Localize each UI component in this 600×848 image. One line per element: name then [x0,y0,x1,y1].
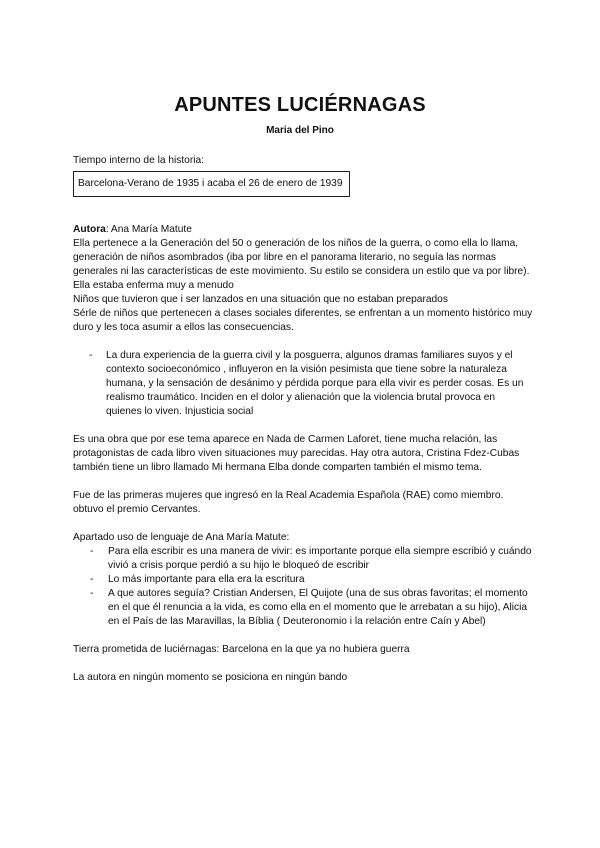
document-body [73,154,533,685]
autora-label: Autora [73,224,106,235]
lenguaje-heading: Apartado uso de lenguaje de Ana María Matute: [73,532,290,543]
paragraph-tierra: Tierra prometida de luciérnagas: Barcelona en la que ya no hubiera guerra [73,644,410,655]
line-serie: Sérle de niños que pertenecen a clases sociales diferentes, se enfrentan a un momento histórico muy duro y les toca asumir a ellos las consecuencias. [73,308,533,333]
list-item-text: La dura experiencia de la guerra civil y la posguerra, algunos dramas familiares suyos y el contexto socioeconómico , influyeron en la visión pesimista que tiene sobre la naturaleza humana, y la sensación de desánimo y pérdida porque para ella vivir es perder cosas. Es un realismo traumático. Inciden en el dolor y alienación que la violencia brutal provoca en quienes lo viven. Injusticia social [106,350,524,417]
bullet-dash: - [90,574,94,585]
line-cervantes: obtuvo el premio Cervantes. [73,504,201,515]
list-item [90,573,533,587]
author-line: Maria del Pino [266,125,334,136]
bullet-list-main [89,349,533,419]
list-item [89,349,533,419]
paragraph-rae: Fue de las primeras mujeres que ingresó en la Real Academia Española (RAE) como miembro. [73,490,504,501]
list-item [90,545,533,573]
timeline-label: Tiempo interno de la historia: [73,155,204,166]
paragraph-generacion: Ella pertenece a la Generación del 50 o generación de los niños de la guerra, o como ella lo llama, generación de niños asombrados (iba por libre en el panorama literario, no seguía las normas generales ni las características de este movimiento. Su estilo se considera un estilo que va por libre). [73,238,530,277]
list-item-text: Lo más importante para ella era la escritura [108,574,305,585]
bullet-list-lenguaje [90,545,533,629]
bullet-dash: - [90,546,94,557]
line-ninos: Niños que tuvieron que i ser lanzados en una situación que no estaban preparados [73,294,448,305]
timeline-box [73,171,350,197]
paragraph-bando: La autora en ningún momento se posiciona en ningún bando [73,672,348,683]
line-enferma: Ella estaba enferma muy a menudo [73,280,234,291]
list-item-text: Para ella escribir es una manera de vivir: es importante porque ella siempre escribió y cuándo vivió a crisis porque perdió a su hijo le bloqueó de escribir [108,546,532,571]
paragraph-obra: Es una obra que por ese tema aparece en Nada de Carmen Laforet, tiene mucha relación, las protagonistas de cada libro viven situaciones muy parecidas. Hay otra autora, Cristina Fdez-Cubas también tiene un libro llamado Mi hermana Elba donde comparten también el mismo tema. [73,434,520,473]
timeline-box-text: Barcelona-Verano de 1935 i acaba el 26 de enero de 1939 [78,178,343,189]
list-item-text: A que autores seguía? Cristian Andersen, El Quijote (una de sus obras favoritas; el momento en el que él renuncia a la vida, es como ella en el momento que le arrebatan a su hijo), Alicia en el País de las Maravillas, la Bíblia ( Deuteronomio i la relación entre Caín y Abel) [108,588,528,627]
autora-line [73,223,533,237]
bullet-dash: - [89,350,93,361]
list-item [90,587,533,629]
autora-value: : Ana María Matute [105,224,192,235]
bullet-dash: - [90,588,94,599]
page-title: APUNTES LUCIÉRNAGAS [174,94,426,116]
